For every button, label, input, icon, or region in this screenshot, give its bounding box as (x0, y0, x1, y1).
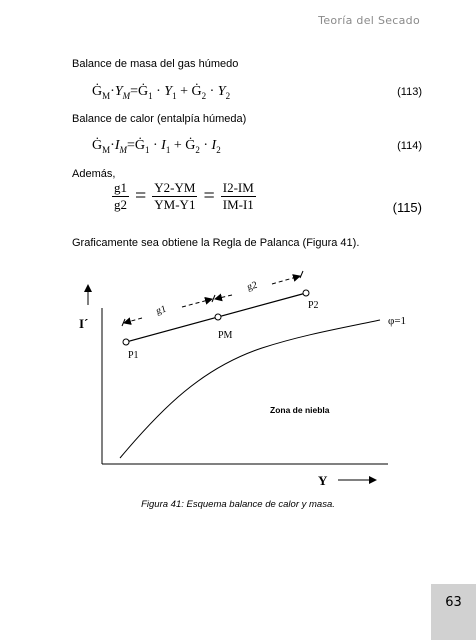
fraction-i: $\frac{I2-IM}{IM-I1}$ (222, 180, 254, 212)
ademas-text: Además, (72, 168, 116, 180)
label-g1: g1 (154, 303, 168, 317)
running-header: Teoría del Secado (318, 14, 420, 27)
page-number-box (431, 584, 476, 640)
y-axis-label: I´ (79, 316, 89, 331)
label-pm: PM (218, 330, 233, 341)
point-p2 (303, 290, 309, 296)
g2-arrow-right (272, 276, 300, 284)
heat-balance-text: Balance de calor (entalpía húmeda) (72, 113, 247, 125)
figure-caption: Figura 41: Esquema balance de calor y masa. (141, 499, 335, 510)
label-p2: P2 (308, 300, 319, 311)
point-pm (215, 314, 221, 320)
page-number: 63 (445, 595, 462, 610)
dim-tick-right (300, 271, 303, 278)
x-axis-label: Y (318, 473, 328, 488)
dim-tick-mid (212, 295, 215, 302)
g2-arrow-left (215, 295, 232, 299)
g1-arrow-right (182, 299, 212, 307)
equation-115-number: (115) (392, 200, 422, 215)
fraction-g1-g2: $\frac{g1}{g2}$ (114, 180, 127, 212)
saturation-curve (120, 320, 380, 458)
mass-balance-text: Balance de masa del gas húmedo (72, 58, 239, 70)
equation-114: $Ġ_M\cdot I_M=Ġ_1 \cdot I_1$ + $Ġ_2 \cdot I_2$ (92, 138, 221, 155)
lever-rule-diagram (62, 268, 407, 500)
equation-115: $\frac{g1}{g2}$ = $\frac{Y2-YM}{YM-Y1}$ = $\frac{I2-IM}{IM-I1}$ (114, 180, 254, 212)
graphic-intro-text: Graficamente sea obtiene la Regla de Palanca (Figura 41). (72, 237, 360, 249)
curve-label: φ=1 (388, 315, 407, 327)
equation-114-number: (114) (397, 140, 422, 152)
dim-tick-left (122, 319, 125, 326)
label-g2: g2 (245, 279, 259, 293)
equation-113-number: (113) (397, 86, 422, 98)
point-p1 (123, 339, 129, 345)
region-label: Zona de niebla (270, 405, 330, 415)
equation-113: $Ġ_M\cdot Y_M=Ġ_1 \cdot Y_1$ + $Ġ_2 \cdot Y_2$ (92, 84, 231, 101)
label-p1: P1 (128, 350, 139, 361)
g1-arrow-left (124, 318, 142, 323)
figure-41 (62, 268, 407, 500)
fraction-y: $\frac{Y2-YM}{YM-Y1}$ (154, 180, 196, 212)
